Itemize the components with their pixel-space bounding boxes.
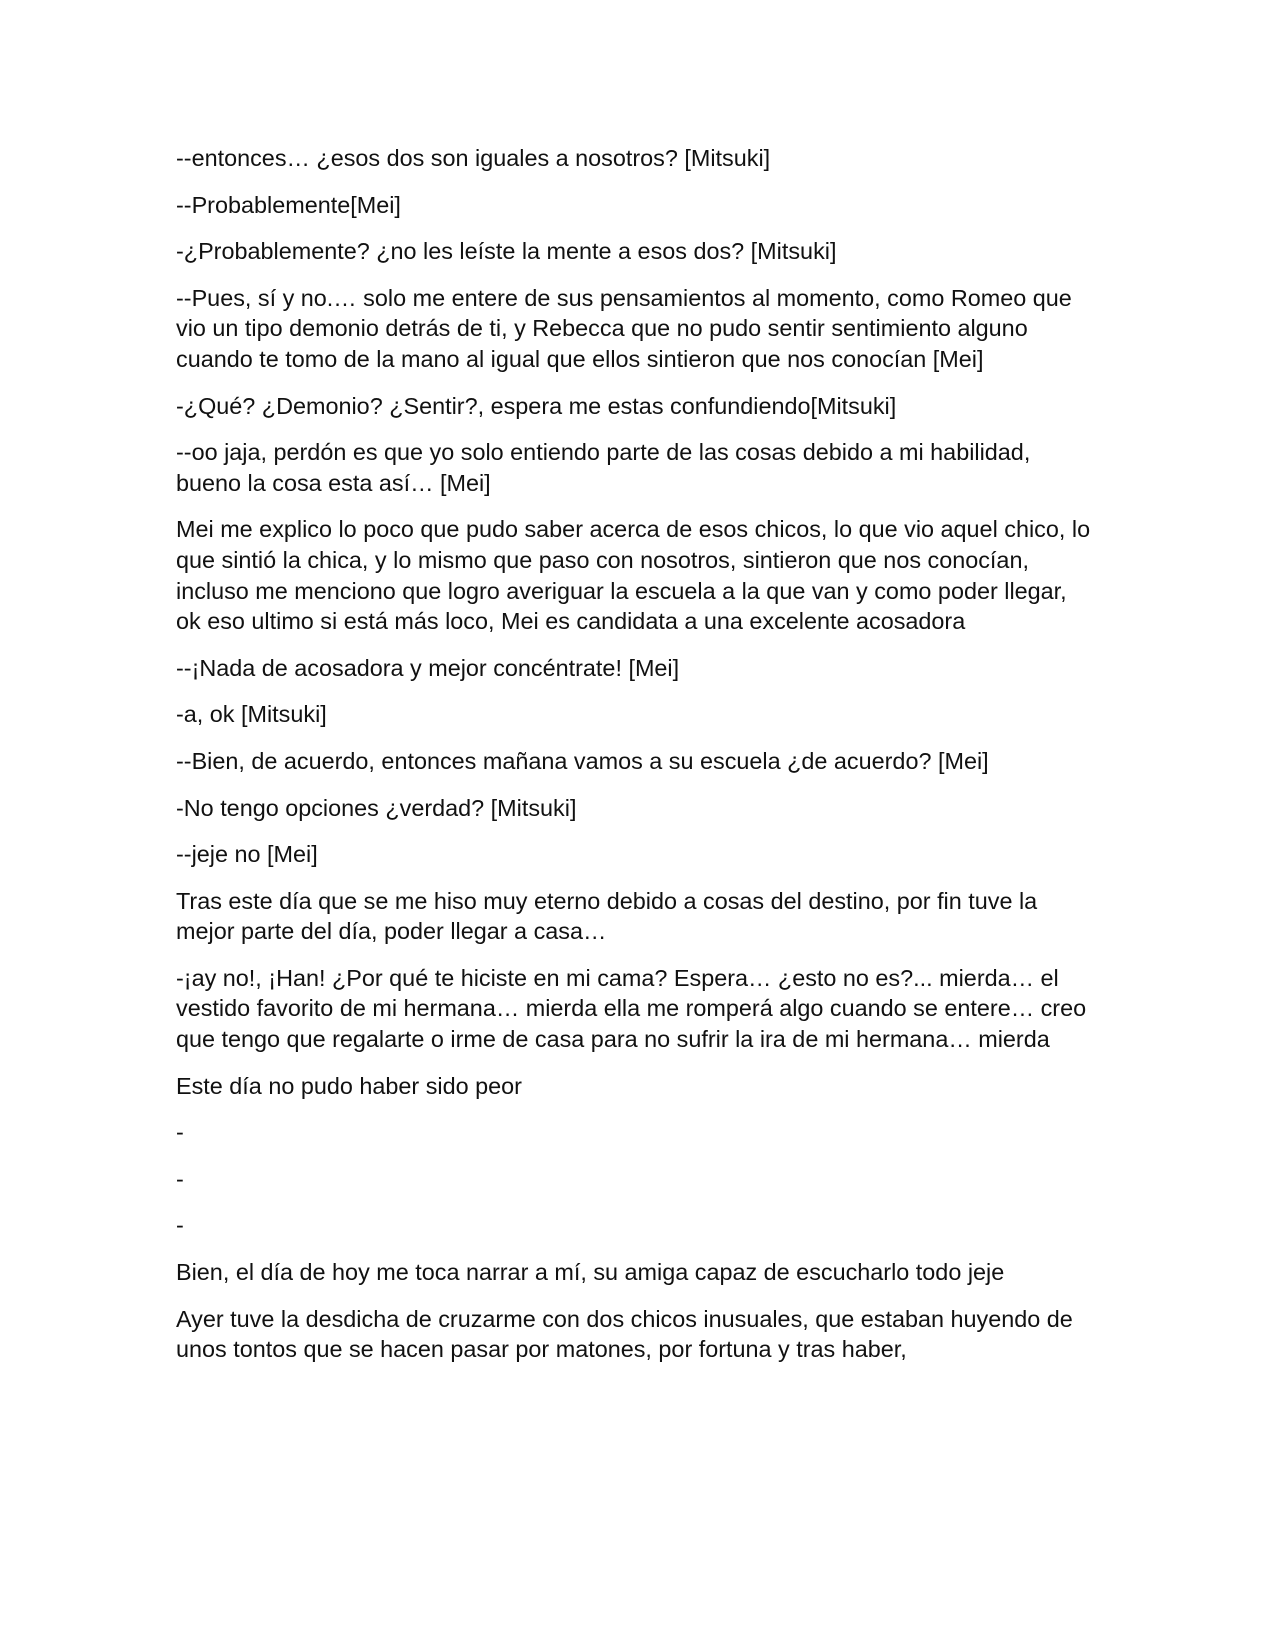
paragraph-3: -¿Probablemente? ¿no les leíste la mente a esos dos? [Mitsuki] xyxy=(176,238,837,265)
paragraph-8: --¡Nada de acosadora y mejor concéntrate! [Mei] xyxy=(176,654,680,681)
paragraph-1: --entonces… ¿esos dos son iguales a nosotros? [Mitsuki] xyxy=(176,145,771,171)
scene-break-dash-3: - xyxy=(176,1212,184,1239)
document-body xyxy=(176,143,1096,1381)
paragraph-14: -¡ay no!, ¡Han! ¿Por qué te hiciste en mi cama? Espera… ¿esto no es?... mierda… el vestido favorito de mi hermana… mierda ella me romperá algo cuando se entere… creo que tengo que regalarte o irme de casa para no sufrir la ira de mi hermana… mierda xyxy=(176,964,1087,1053)
paragraph-4: --Pues, sí y no.… solo me entere de sus pensamientos al momento, como Romeo que vio un tipo demonio detrás de ti, y Rebecca que no pudo sentir sentimiento alguno cuando te tomo de la mano al igual que ellos sintieron que nos conocían [Mei] xyxy=(176,284,1072,372)
scene-break-dash-2: - xyxy=(176,1165,184,1192)
paragraph-17: Ayer tuve la desdicha de cruzarme con dos chicos inusuales, que estaban huyendo de unos tontos que se hacen pasar por matones, por fortuna y tras haber, xyxy=(176,1305,1073,1363)
paragraph-10: --Bien, de acuerdo, entonces mañana vamos a su escuela ¿de acuerdo? [Mei] xyxy=(176,747,989,774)
paragraph-9: -a, ok [Mitsuki] xyxy=(176,701,327,728)
paragraph-7: Mei me explico lo poco que pudo saber acerca de esos chicos, lo que vio aquel chico, lo que sintió la chica, y lo mismo que paso con nosotros, sintieron que nos conocían, incluso me menciono que logro averiguar la escuela a la que van y como poder llegar, ok eso ultimo si está más loco, Mei es candidata a una excelente acosadora xyxy=(176,516,1091,635)
paragraph-12: --jeje no [Mei] xyxy=(176,841,318,868)
paragraph-2: --Probablemente[Mei] xyxy=(176,191,401,218)
scene-break-dash-1: - xyxy=(176,1119,184,1146)
paragraph-16: Bien, el día de hoy me toca narrar a mí, su amiga capaz de escucharlo todo jeje xyxy=(176,1259,1005,1286)
paragraph-13: Tras este día que se me hiso muy eterno debido a cosas del destino, por fin tuve la mejor parte del día, poder llegar a casa… xyxy=(176,887,1038,945)
paragraph-15: Este día no pudo haber sido peor xyxy=(176,1072,522,1099)
paragraph-6: --oo jaja, perdón es que yo solo entiendo parte de las cosas debido a mi habilidad, bueno la cosa esta así… [Mei] xyxy=(176,439,1031,496)
paragraph-11: -No tengo opciones ¿verdad? [Mitsuki] xyxy=(176,794,577,821)
paragraph-5: -¿Qué? ¿Demonio? ¿Sentir?, espera me estas confundiendo[Mitsuki] xyxy=(176,392,897,419)
